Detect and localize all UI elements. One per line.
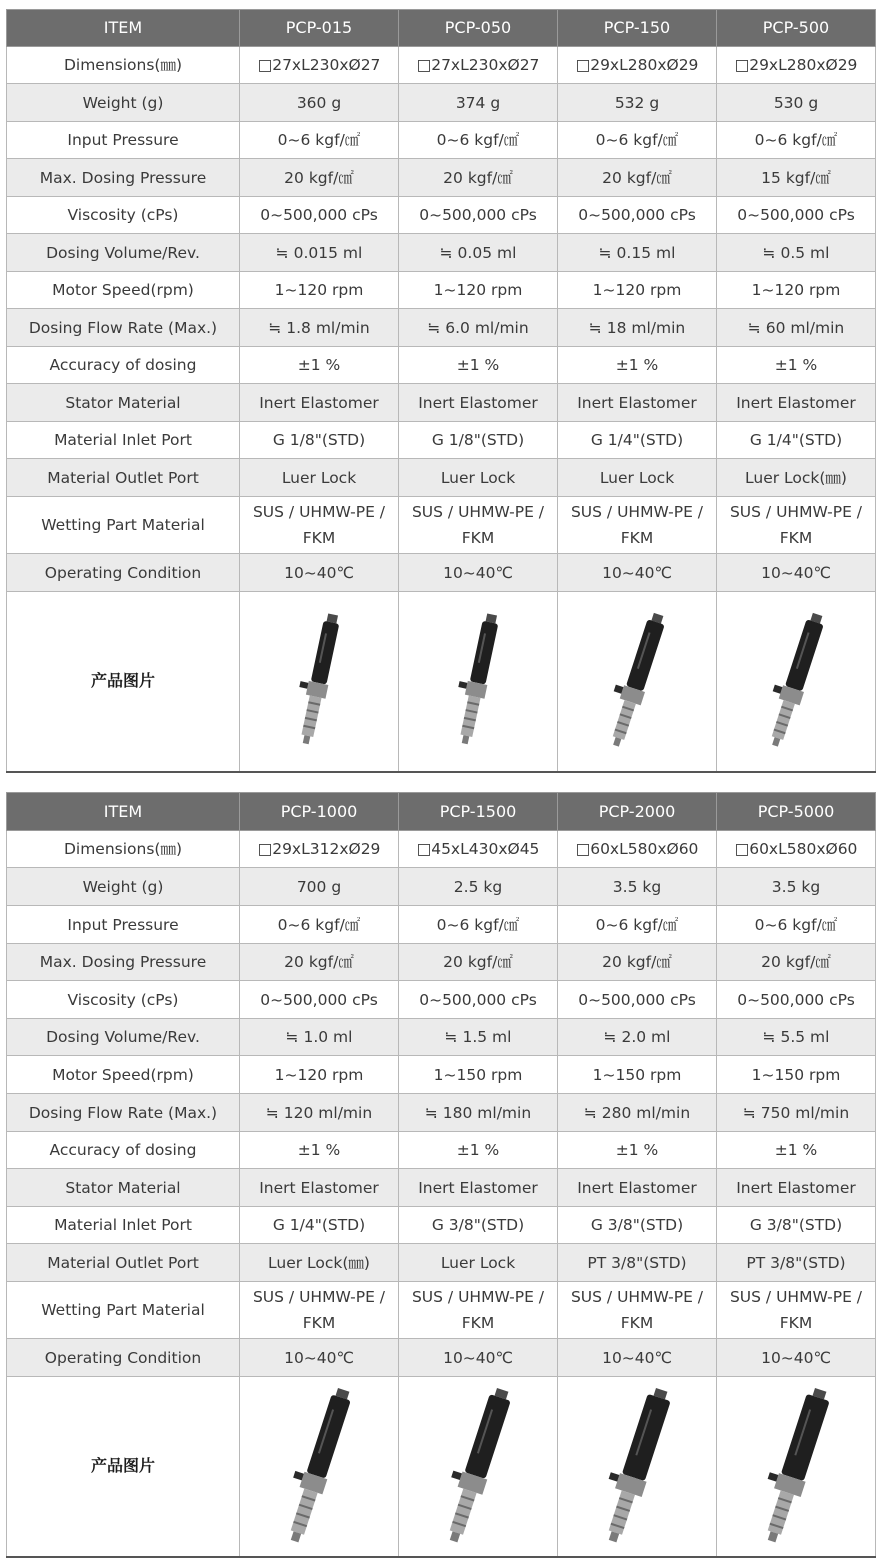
cell: ≒ 1.0 ml (240, 1019, 399, 1056)
cell: 1~120 rpm (240, 1056, 399, 1094)
cell: G 1/4"(STD) (240, 1207, 399, 1244)
cell: Luer Lock (399, 459, 558, 497)
cell: ±1 % (717, 1132, 876, 1169)
row-label: Accuracy of dosing (7, 347, 240, 384)
cell: 10~40℃ (240, 1339, 399, 1377)
cell: Inert Elastomer (717, 1169, 876, 1207)
cell: ±1 % (399, 347, 558, 384)
header-model: PCP-1500 (399, 793, 558, 831)
cell: □29xL280xØ29 (558, 47, 717, 84)
header-model: PCP-2000 (558, 793, 717, 831)
cell: Inert Elastomer (399, 384, 558, 422)
header-model: PCP-500 (717, 10, 876, 47)
cell: 0~6 kgf/㎠ (240, 906, 399, 944)
cell: 700 g (240, 868, 399, 906)
cell: 10~40℃ (240, 554, 399, 592)
row-label: Weight (g) (7, 868, 240, 906)
cell: G 1/4"(STD) (558, 422, 717, 459)
cell: G 3/8"(STD) (558, 1207, 717, 1244)
row-label: Viscosity (cPs) (7, 197, 240, 234)
product-image-cell (558, 592, 717, 772)
header-model: PCP-015 (240, 10, 399, 47)
row-label: Operating Condition (7, 554, 240, 592)
cell: PT 3/8"(STD) (558, 1244, 717, 1282)
cell: 3.5 kg (717, 868, 876, 906)
cell: Inert Elastomer (717, 384, 876, 422)
cell: 0~500,000 cPs (240, 197, 399, 234)
dispenser-pump-icon (602, 1384, 672, 1549)
cell: 0~500,000 cPs (717, 197, 876, 234)
cell: Luer Lock (558, 459, 717, 497)
cell: 0~500,000 cPs (240, 981, 399, 1019)
row-label: Motor Speed(rpm) (7, 272, 240, 309)
row-label: Stator Material (7, 1169, 240, 1207)
cell: 1~150 rpm (558, 1056, 717, 1094)
cell: □60xL580xØ60 (717, 831, 876, 868)
cell: ≒ 0.05 ml (399, 234, 558, 272)
cell: ≒ 750 ml/min (717, 1094, 876, 1132)
table-row (7, 197, 876, 234)
cell: SUS / UHMW-PE / FKM (240, 1282, 399, 1339)
cell: 1~120 rpm (717, 272, 876, 309)
table-row (7, 122, 876, 159)
dispenser-pump-icon (443, 1384, 513, 1549)
table-row (7, 831, 876, 868)
table-row (7, 84, 876, 122)
cell: G 3/8"(STD) (399, 1207, 558, 1244)
table-row (7, 47, 876, 84)
cell: 0~500,000 cPs (558, 981, 717, 1019)
dispenser-pump-icon (448, 611, 508, 751)
table-row (7, 944, 876, 981)
row-label: Max. Dosing Pressure (7, 944, 240, 981)
cell: Inert Elastomer (399, 1169, 558, 1207)
product-image-cell (717, 1377, 876, 1557)
table-row (7, 1132, 876, 1169)
dispenser-pump-icon (761, 1384, 831, 1549)
table-row (7, 497, 876, 554)
cell: PT 3/8"(STD) (717, 1244, 876, 1282)
cell: 1~150 rpm (399, 1056, 558, 1094)
cell: □27xL230xØ27 (240, 47, 399, 84)
row-label: Operating Condition (7, 1339, 240, 1377)
table-row (7, 1339, 876, 1377)
header-item: ITEM (7, 10, 240, 47)
cell: Inert Elastomer (240, 1169, 399, 1207)
row-label: Dimensions(㎜) (7, 47, 240, 84)
cell: ≒ 2.0 ml (558, 1019, 717, 1056)
cell: G 1/4"(STD) (717, 422, 876, 459)
cell: ≒ 1.5 ml (399, 1019, 558, 1056)
dispenser-pump-icon (284, 1384, 354, 1549)
table-header (7, 793, 876, 831)
table-row (7, 459, 876, 497)
cell: 0~6 kgf/㎠ (240, 122, 399, 159)
cell: ≒ 18 ml/min (558, 309, 717, 347)
cell: Inert Elastomer (240, 384, 399, 422)
table-row (7, 159, 876, 197)
cell: 10~40℃ (558, 554, 717, 592)
cell: ±1 % (558, 1132, 717, 1169)
cell: 0~500,000 cPs (717, 981, 876, 1019)
header-model: PCP-1000 (240, 793, 399, 831)
cell: 10~40℃ (399, 1339, 558, 1377)
row-label: Dosing Volume/Rev. (7, 234, 240, 272)
product-image-cell (240, 592, 399, 772)
row-label: Dosing Flow Rate (Max.) (7, 309, 240, 347)
cell: 1~120 rpm (399, 272, 558, 309)
cell: ≒ 0.5 ml (717, 234, 876, 272)
product-image-cell (240, 1377, 399, 1557)
photo-label: 产品图片 (7, 1377, 240, 1557)
cell: SUS / UHMW-PE / FKM (558, 1282, 717, 1339)
table-row (7, 272, 876, 309)
spec-table-2 (6, 792, 876, 1558)
table-row (7, 1169, 876, 1207)
cell: ±1 % (717, 347, 876, 384)
cell: ±1 % (399, 1132, 558, 1169)
dispenser-pump-icon (766, 611, 826, 751)
cell: G 3/8"(STD) (717, 1207, 876, 1244)
cell: 10~40℃ (558, 1339, 717, 1377)
cell: 20 kgf/㎠ (240, 944, 399, 981)
row-label: Input Pressure (7, 122, 240, 159)
cell: ≒ 180 ml/min (399, 1094, 558, 1132)
cell: Inert Elastomer (558, 1169, 717, 1207)
cell: SUS / UHMW-PE / FKM (717, 1282, 876, 1339)
product-image-cell (717, 592, 876, 772)
cell: ≒ 280 ml/min (558, 1094, 717, 1132)
cell: 0~6 kgf/㎠ (558, 122, 717, 159)
table-row (7, 1094, 876, 1132)
cell: 10~40℃ (399, 554, 558, 592)
product-image-cell (558, 1377, 717, 1557)
table-row (7, 554, 876, 592)
table-row (7, 906, 876, 944)
table-row (7, 384, 876, 422)
row-label: Dimensions(㎜) (7, 831, 240, 868)
dispenser-pump-icon (607, 611, 667, 751)
row-label: Viscosity (cPs) (7, 981, 240, 1019)
cell: ±1 % (240, 347, 399, 384)
cell: ≒ 1.8 ml/min (240, 309, 399, 347)
row-label: Weight (g) (7, 84, 240, 122)
header-model: PCP-050 (399, 10, 558, 47)
cell: 2.5 kg (399, 868, 558, 906)
product-photo-row (7, 592, 876, 772)
cell: 20 kgf/㎠ (399, 159, 558, 197)
cell: 20 kgf/㎠ (240, 159, 399, 197)
cell: □27xL230xØ27 (399, 47, 558, 84)
cell: ≒ 0.015 ml (240, 234, 399, 272)
row-label: Wetting Part Material (7, 497, 240, 554)
cell: SUS / UHMW-PE / FKM (240, 497, 399, 554)
cell: 1~150 rpm (717, 1056, 876, 1094)
row-label: Accuracy of dosing (7, 1132, 240, 1169)
cell: 360 g (240, 84, 399, 122)
dispenser-pump-icon (289, 611, 349, 751)
cell: ≒ 0.15 ml (558, 234, 717, 272)
cell: □29xL280xØ29 (717, 47, 876, 84)
cell: 20 kgf/㎠ (399, 944, 558, 981)
row-label: Material Inlet Port (7, 1207, 240, 1244)
cell: 10~40℃ (717, 1339, 876, 1377)
table-row (7, 347, 876, 384)
cell: 532 g (558, 84, 717, 122)
row-label: Motor Speed(rpm) (7, 1056, 240, 1094)
cell: Luer Lock (240, 459, 399, 497)
table-row (7, 1207, 876, 1244)
row-label: Dosing Flow Rate (Max.) (7, 1094, 240, 1132)
cell: □45xL430xØ45 (399, 831, 558, 868)
row-label: Wetting Part Material (7, 1282, 240, 1339)
cell: 0~6 kgf/㎠ (399, 122, 558, 159)
table-row (7, 868, 876, 906)
table-row (7, 1019, 876, 1056)
cell: G 1/8"(STD) (399, 422, 558, 459)
cell: 3.5 kg (558, 868, 717, 906)
cell: Luer Lock (399, 1244, 558, 1282)
table-row (7, 1282, 876, 1339)
table-row (7, 1056, 876, 1094)
product-image-cell (399, 592, 558, 772)
table-row (7, 981, 876, 1019)
cell: 1~120 rpm (558, 272, 717, 309)
cell: 15 kgf/㎠ (717, 159, 876, 197)
row-label: Max. Dosing Pressure (7, 159, 240, 197)
cell: ≒ 60 ml/min (717, 309, 876, 347)
table-row (7, 234, 876, 272)
cell: SUS / UHMW-PE / FKM (399, 1282, 558, 1339)
table-row (7, 1244, 876, 1282)
cell: 374 g (399, 84, 558, 122)
cell: SUS / UHMW-PE / FKM (558, 497, 717, 554)
cell: 0~500,000 cPs (558, 197, 717, 234)
row-label: Material Outlet Port (7, 459, 240, 497)
header-model: PCP-150 (558, 10, 717, 47)
cell: ±1 % (558, 347, 717, 384)
cell: SUS / UHMW-PE / FKM (717, 497, 876, 554)
photo-label: 产品图片 (7, 592, 240, 772)
cell: 10~40℃ (717, 554, 876, 592)
cell: Inert Elastomer (558, 384, 717, 422)
table-row (7, 422, 876, 459)
cell: 20 kgf/㎠ (558, 159, 717, 197)
spec-table-1 (6, 9, 876, 773)
cell: 0~6 kgf/㎠ (717, 122, 876, 159)
cell: 20 kgf/㎠ (558, 944, 717, 981)
cell: 0~6 kgf/㎠ (558, 906, 717, 944)
cell: Luer Lock(㎜) (717, 459, 876, 497)
cell: □60xL580xØ60 (558, 831, 717, 868)
cell: Luer Lock(㎜) (240, 1244, 399, 1282)
cell: SUS / UHMW-PE / FKM (399, 497, 558, 554)
row-label: Input Pressure (7, 906, 240, 944)
cell: □29xL312xØ29 (240, 831, 399, 868)
cell: G 1/8"(STD) (240, 422, 399, 459)
row-label: Material Inlet Port (7, 422, 240, 459)
cell: 0~6 kgf/㎠ (717, 906, 876, 944)
header-model: PCP-5000 (717, 793, 876, 831)
cell: 0~6 kgf/㎠ (399, 906, 558, 944)
cell: 0~500,000 cPs (399, 981, 558, 1019)
cell: ≒ 120 ml/min (240, 1094, 399, 1132)
cell: 1~120 rpm (240, 272, 399, 309)
row-label: Dosing Volume/Rev. (7, 1019, 240, 1056)
row-label: Material Outlet Port (7, 1244, 240, 1282)
product-photo-row (7, 1377, 876, 1557)
cell: ≒ 5.5 ml (717, 1019, 876, 1056)
cell: ±1 % (240, 1132, 399, 1169)
cell: 0~500,000 cPs (399, 197, 558, 234)
cell: ≒ 6.0 ml/min (399, 309, 558, 347)
cell: 530 g (717, 84, 876, 122)
header-item: ITEM (7, 793, 240, 831)
row-label: Stator Material (7, 384, 240, 422)
product-image-cell (399, 1377, 558, 1557)
table-header (7, 10, 876, 47)
table-row (7, 309, 876, 347)
cell: 20 kgf/㎠ (717, 944, 876, 981)
